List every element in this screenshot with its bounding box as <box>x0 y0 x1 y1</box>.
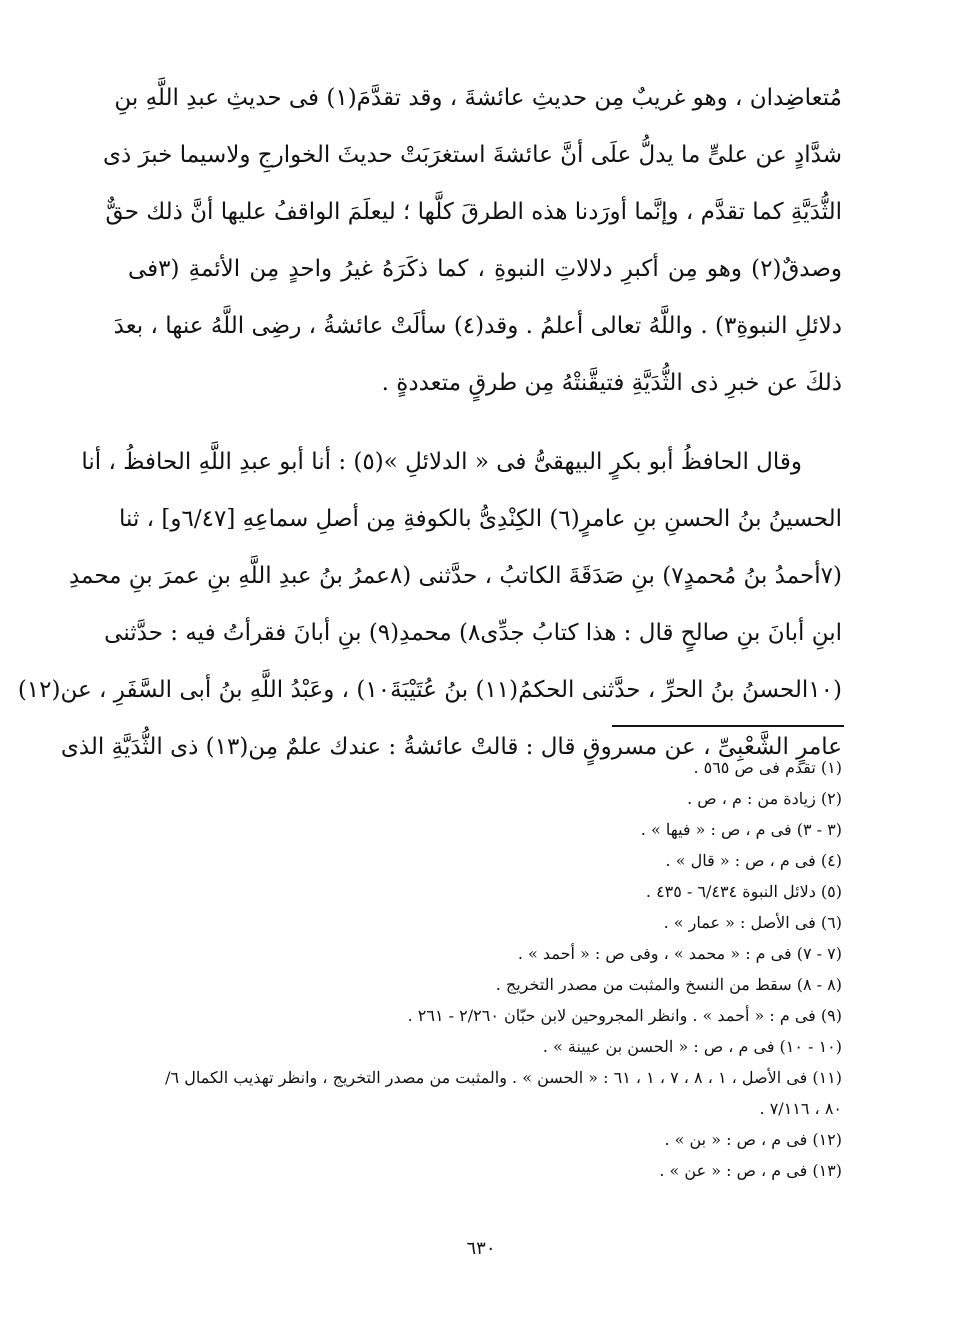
text-line: شدَّادٍ عن علىٍّ ما يدلُّ علَى أنَّ عائشةَ استغرَبَتْ حديثَ الخوارجِ ولاسيما خبرَ ذى <box>103 142 842 168</box>
page-number: ٦٣٠ <box>466 1238 496 1259</box>
text-line: مُتعاضِدان ، وهو غريبٌ مِن حديثِ عائشةَ ، وقد تقدَّمَ(١) فى حديثِ عبدِ اللَّهِ بنِ <box>114 85 842 111</box>
footnote: (١١) فى الأصل ، ١ ، ٨ ، ٧ ، ١ ، ٦١ : « الحسن » . والمثبت من مصدر التخريج ، وانظر تهذيب الكمال ٦/ <box>165 1068 842 1087</box>
footnote: (٧ - ٧) فى م : « محمد » ، وفى ص : « أحمد » . <box>517 944 842 963</box>
footnote: (٣ - ٣) فى م ، ص : « فيها » . <box>640 820 842 839</box>
footnote: (٩) فى م : « أحمد » . وانظر المجروحين لابن حبّان ٢/٢٦٠ - ٢٦١ . <box>407 1006 842 1025</box>
footnote: (٦) فى الأصل : « عمار » . <box>663 913 842 932</box>
text-line: وصدقٌ(٢) وهو مِن أكبرِ دلالاتِ النبوةِ ، كما ذكَرَهُ غيرُ واحدٍ مِن الأئمةِ (٣فى <box>128 256 842 282</box>
text-line: (١٠الحسنُ بنُ الحرِّ ، حدَّثنى الحكمُ(١١) بنُ عُتَيْبَةَ١٠) ، وعَبْدُ اللَّهِ بنُ أبى السَّفَرِ ، عن(١٢) <box>17 677 842 703</box>
text-line: الثُّدَيَّةِ كما تقدَّم ، وإنَّما أورَدنا هذه الطرقَ كلَّها ؛ ليعلَمَ الواقفُ عليها أنَّ ذلك حقٌّ <box>105 199 842 225</box>
footnote-separator <box>612 725 844 727</box>
text-line: وقال الحافظُ أبو بكرٍ البيهقىُّ فى « الدلائلِ »(٥) : أنا أبو عبدِ اللَّهِ الحافظُ ، أنا <box>81 449 802 475</box>
footnote: (٥) دلائل النبوة ٦/٤٣٤ - ٤٣٥ . <box>645 882 842 901</box>
footnote: (١٣) فى م ، ص : « عن » . <box>659 1161 842 1180</box>
footnote: (٨ - ٨) سقط من النسخ والمثبت من مصدر التخريج . <box>495 975 842 994</box>
text-line: ابنِ أبانَ بنِ صالحٍ قال : هذا كتابُ جدِّى٨) محمدِ(٩) بنِ أبانَ فقرأتُ فيه : حدَّثنى <box>104 620 842 646</box>
text-line: ذلكَ عن خبرِ ذى الثُّدَيَّةِ فتيقَّنتْهُ مِن طرقٍ متعددةٍ . <box>381 370 842 396</box>
footnote: (١٢) فى م ، ص : « بن » . <box>664 1130 842 1149</box>
text-line: الحسينُ بنُ الحسنِ بنِ عامرٍ(٦) الكِنْدِىُّ بالكوفةِ مِن أصلِ سماعِهِ [٦/٤٧و] ، ثنا <box>119 506 842 532</box>
footnote: (١٠ - ١٠) فى م ، ص : « الحسن بن عيينة » . <box>542 1037 842 1056</box>
footnotes <box>128 752 842 1186</box>
footnote: (١) تقدم فى ص ٥٦٥ . <box>693 758 842 777</box>
footnote: (٤) فى م ، ص : « قال » . <box>665 851 842 870</box>
footnote: ٨٠ ، ٧/١١٦ . <box>759 1099 842 1118</box>
text-line: دلائلِ النبوةِ٣) . واللَّهُ تعالى أعلمُ . وقد(٤) سألَتْ عائشةُ ، رضِى اللَّهُ عنها ، بعدَ <box>113 313 842 339</box>
paragraph-gap <box>128 412 842 434</box>
text-line: عامرٍ الشَّعْبِىِّ ، عن مسروقٍ قال : قالتْ عائشةُ : عندك علمٌ مِن(١٣) ذى الثُّدَيَّةِ الذى <box>60 734 842 760</box>
footnote: (٢) زيادة من : م ، ص . <box>687 789 842 808</box>
text-line: (٧أحمدُ بنُ مُحمدٍ٧) بنِ صَدَقَةَ الكاتبُ ، حدَّثنى (٨عمرُ بنُ عبدِ اللَّهِ بنِ عمرَ بنِ محمدِ <box>68 563 842 589</box>
main-text <box>17 70 842 776</box>
